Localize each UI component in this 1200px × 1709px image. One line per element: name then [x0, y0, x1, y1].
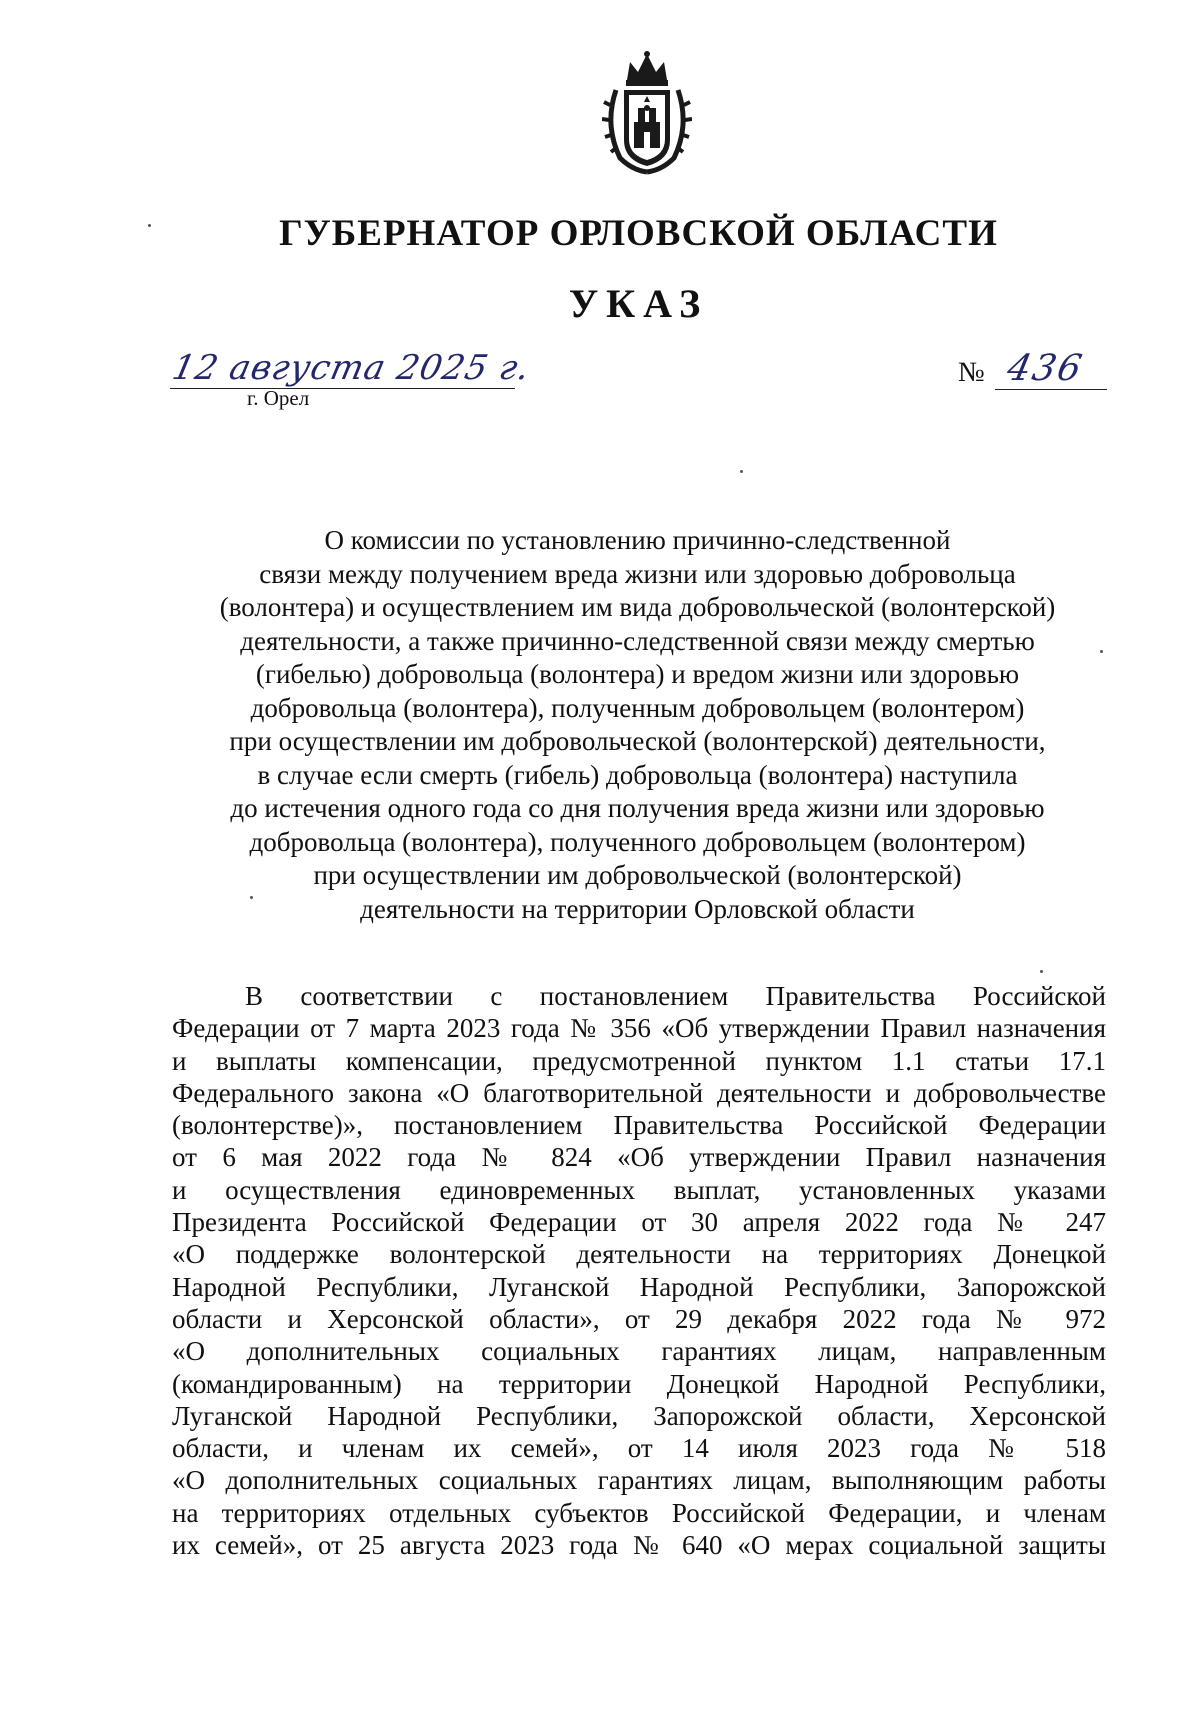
body-line: «О дополнительных социальных гарантиях лицам, выполняющим работы	[172, 1465, 1106, 1496]
scan-speck	[250, 896, 253, 899]
decree-subject	[170, 524, 1105, 926]
scan-speck	[148, 224, 151, 227]
body-line: Федерального закона «О благотворительной деятельности и добровольчестве	[172, 1077, 1106, 1108]
body-line: (волонтерстве)», постановлением Правительства Российской Федерации	[172, 1110, 1106, 1141]
body-line: их семей», от 25 августа 2023 года № 640 «О мерах социальной защиты	[172, 1530, 1106, 1561]
body-line: Луганской Народной Республики, Запорожской области, Херсонской	[172, 1400, 1106, 1431]
coat-of-arms-icon	[602, 50, 692, 175]
scan-speck	[1040, 970, 1043, 973]
scan-speck	[1100, 650, 1103, 653]
subject-line: связи между получением вреда жизни или здоровью добровольца	[259, 558, 1016, 589]
body-line: «О дополнительных социальных гарантиях лицам, направленным	[172, 1336, 1106, 1367]
subject-line: деятельности, а также причинно-следственной связи между смертью	[240, 625, 1035, 656]
subject-line: при осуществлении им добровольческой (волонтерской) деятельности,	[229, 726, 1046, 756]
scan-speck	[740, 470, 743, 473]
subject-line: добровольца (волонтера), полученным добровольцем (волонтером)	[250, 692, 1025, 723]
document-type: УКАЗ	[568, 281, 709, 326]
body-line: от 6 мая 2022 года № 824 «Об утверждении Правил назначения	[172, 1142, 1106, 1173]
handwritten-date: 12 августа 2025 г.	[168, 348, 535, 388]
number-underline	[995, 389, 1107, 390]
issuer-title: ГУБЕРНАТОР ОРЛОВСКОЙ ОБЛАСТИ	[279, 213, 998, 254]
decree-body	[172, 980, 1106, 1561]
subject-line: в случае если смерть (гибель) добровольца (волонтера) наступила	[257, 759, 1018, 790]
body-line: «О поддержке волонтерской деятельности на территориях Донецкой	[172, 1239, 1106, 1270]
subject-line: (волонтера) и осуществлением им вида добровольческой (волонтерской)	[219, 592, 1056, 622]
date-underline	[170, 388, 515, 389]
subject-line: деятельности на территории Орловской области	[360, 893, 915, 924]
subject-line: до истечения одного года со дня получения вреда жизни или здоровью	[230, 793, 1045, 823]
subject-line: (гибелью) добровольца (волонтера) и вредом жизни или здоровью	[255, 659, 1020, 689]
handwritten-number: 436	[1003, 348, 1088, 389]
body-line: и выплаты компенсации, предусмотренной пунктом 1.1 статьи 17.1	[172, 1045, 1106, 1076]
body-line: на территориях отдельных субъектов Российской Федерации, и членам	[172, 1497, 1106, 1528]
body-line: (командированным) на территории Донецкой Народной Республики,	[172, 1368, 1106, 1399]
number-label: №	[958, 357, 985, 388]
body-line: В соответствии с постановлением Правительства Российской	[245, 981, 1106, 1011]
subject-line: О комиссии по установлению причинно-следственной	[324, 525, 951, 555]
subject-line: при осуществлении им добровольческой (волонтерской)	[313, 860, 962, 890]
body-line: Федерации от 7 марта 2023 года № 356 «Об утверждении Правил назначения	[172, 1013, 1106, 1044]
body-line: и осуществления единовременных выплат, установленных указами	[172, 1174, 1106, 1205]
body-line: Президента Российской Федерации от 30 апреля 2022 года № 247	[172, 1207, 1106, 1238]
city-label: г. Орел	[247, 386, 310, 410]
body-line: Народной Республики, Луганской Народной Республики, Запорожской	[172, 1271, 1106, 1302]
body-line: области, и членам их семей», от 14 июля 2023 года № 518	[172, 1433, 1106, 1464]
body-line: области и Херсонской области», от 29 декабря 2022 года № 972	[172, 1303, 1106, 1334]
subject-line: добровольца (волонтера), полученного добровольцем (волонтером)	[249, 826, 1026, 857]
